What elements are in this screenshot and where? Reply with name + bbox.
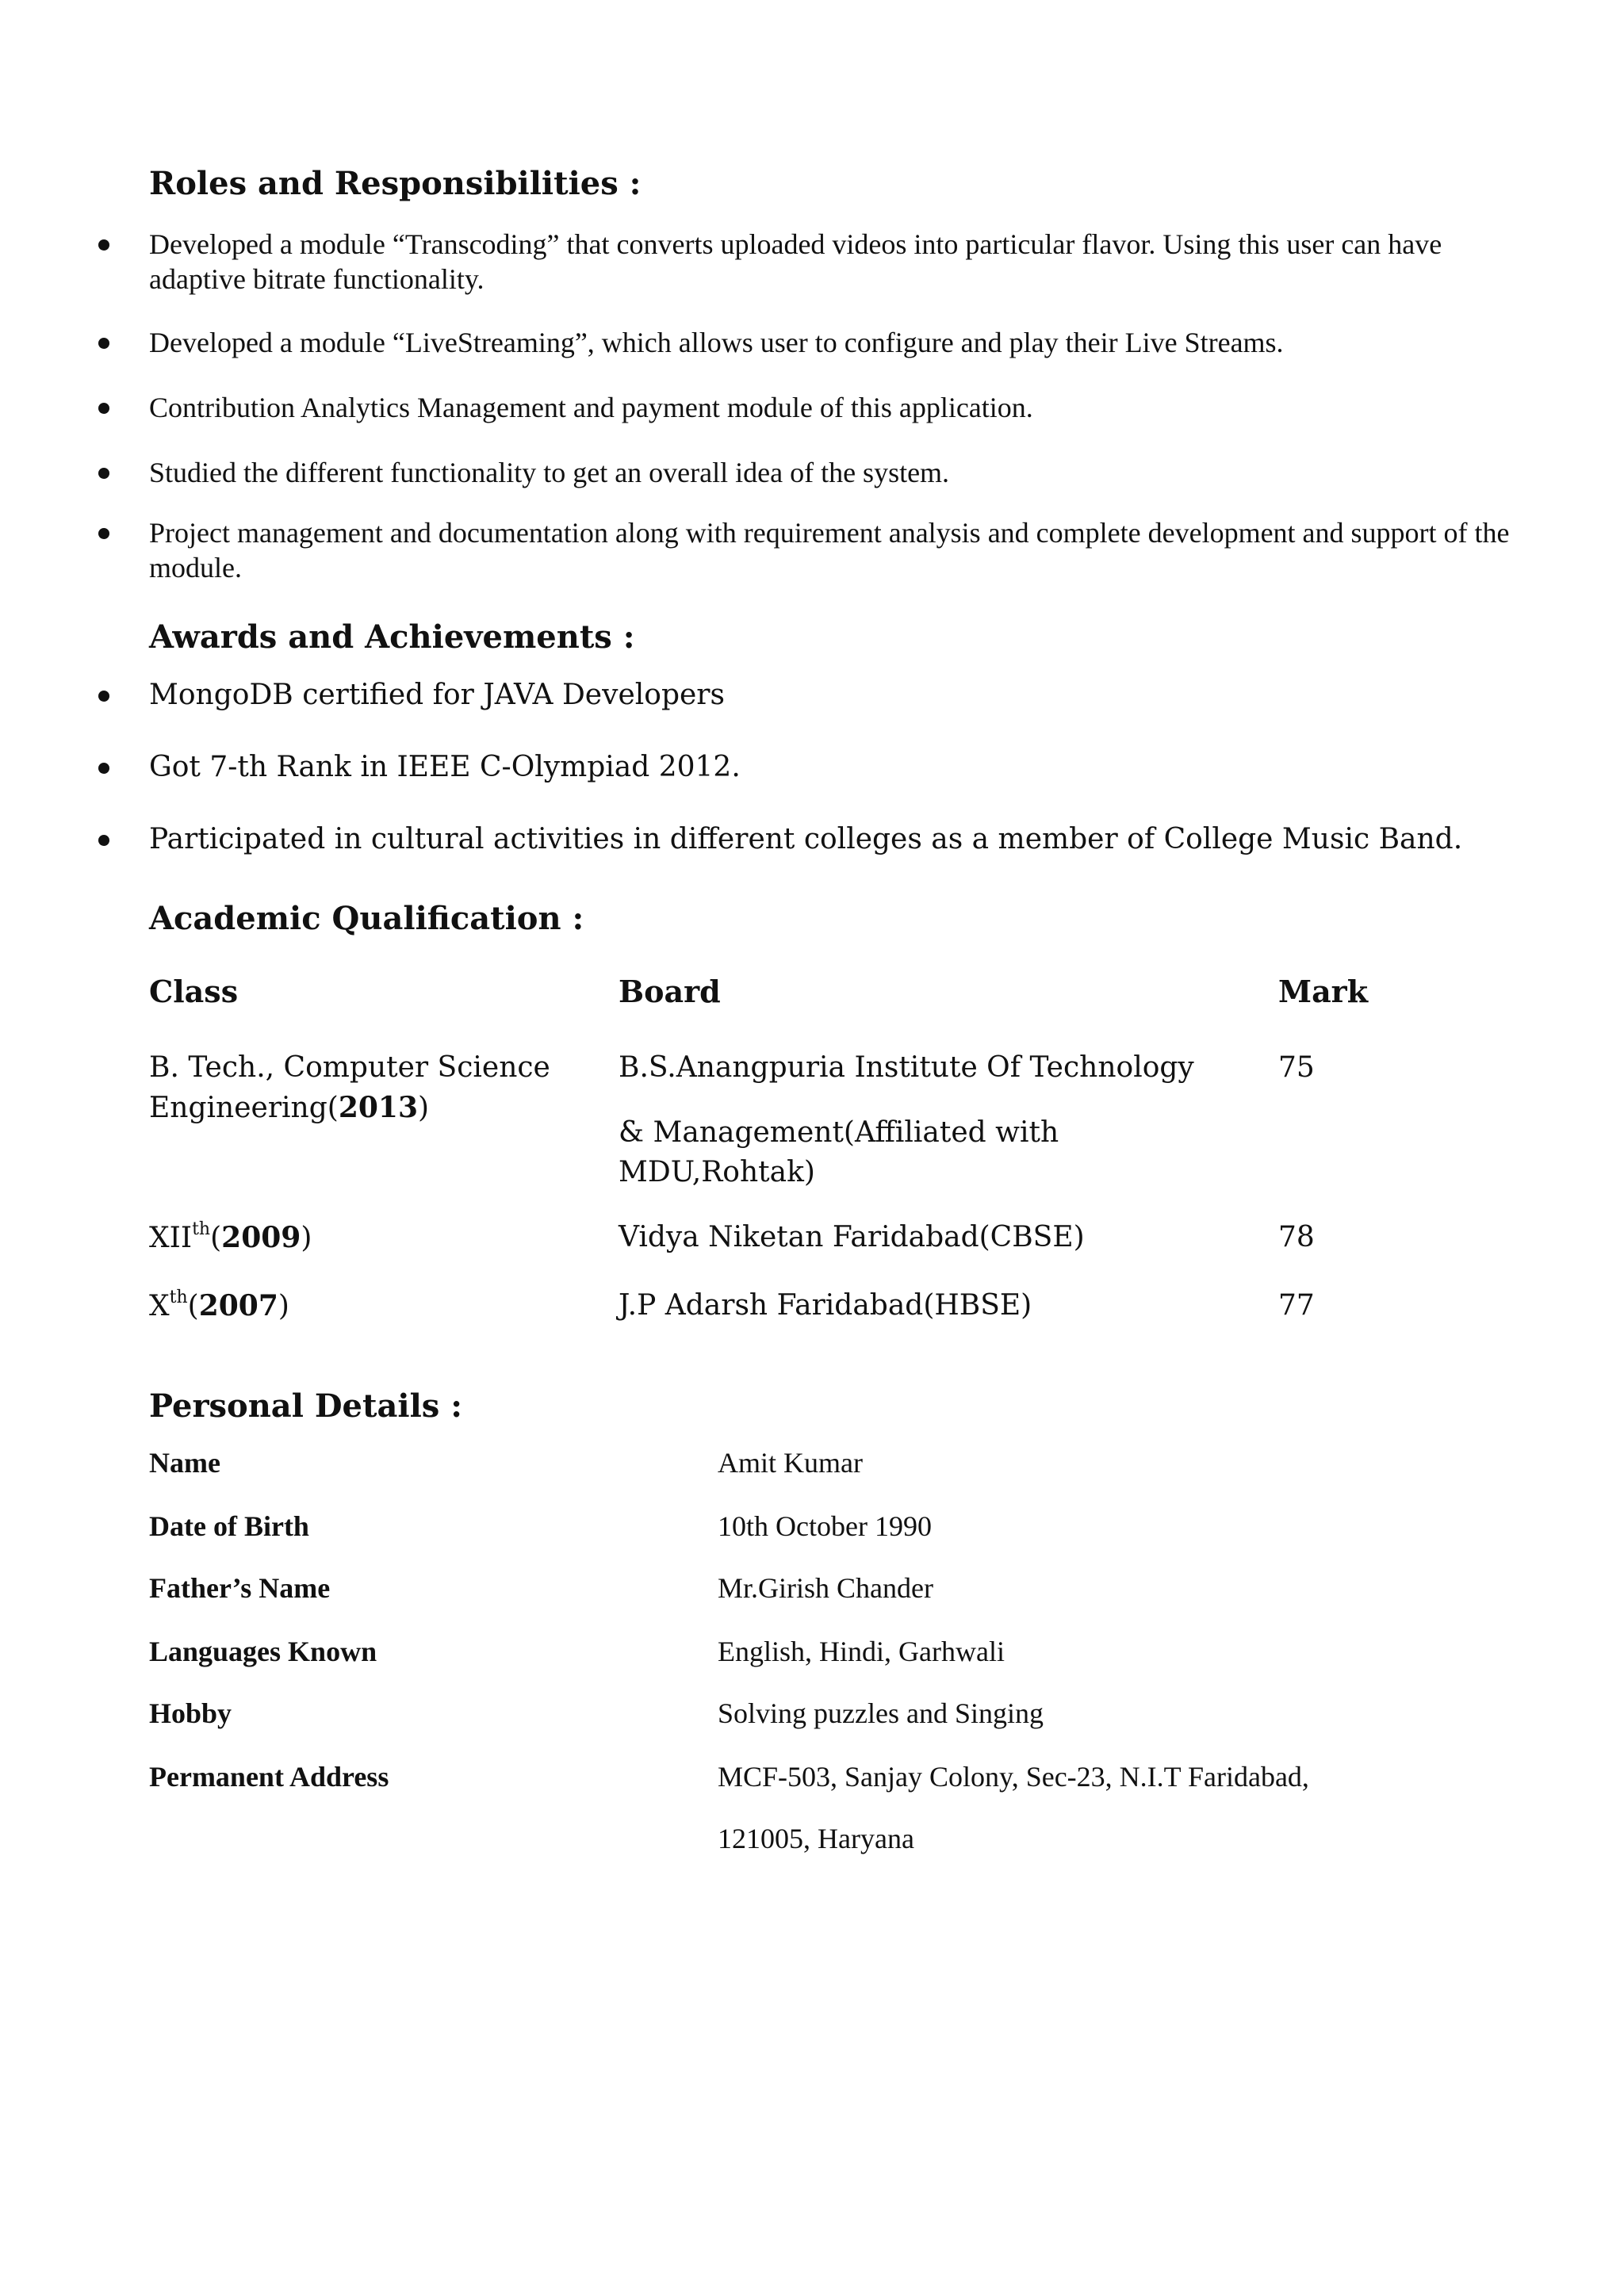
bullet-icon	[98, 239, 109, 251]
bullet-icon	[98, 528, 109, 539]
board-cell: J.P Adarsh Faridabad(HBSE)	[619, 1289, 1032, 1322]
detail-label: Permanent Address	[149, 1761, 389, 1793]
board-cell: Vidya Niketan Faridabad(CBSE)	[619, 1221, 1085, 1253]
list-item: Developed a module “Transcoding” that converts uploaded videos into particular flavor. Using this user can have adaptive bitrate functionality.	[149, 227, 1513, 297]
board-cell: B.S.Anangpuria Institute Of Technology	[619, 1051, 1194, 1084]
list-item: Developed a module “LiveStreaming”, which allows user to configure and play their Live Streams.	[149, 325, 1513, 360]
bullet-icon	[98, 403, 109, 414]
personal-heading: Personal Details :	[149, 1387, 462, 1425]
detail-label: Father’s Name	[149, 1572, 331, 1604]
detail-value: 10th October 1990	[718, 1510, 932, 1542]
column-header-mark: Mark	[1278, 974, 1369, 1009]
class-cell: Xth(2007)	[149, 1288, 289, 1322]
detail-label: Date of Birth	[149, 1510, 309, 1542]
bullet-icon	[98, 763, 109, 774]
mark-cell: 75	[1278, 1051, 1315, 1084]
list-item: Participated in cultural activities in different colleges as a member of College Music Band.	[149, 821, 1513, 858]
bullet-icon	[98, 338, 109, 349]
mark-cell: 77	[1278, 1289, 1315, 1322]
class-cell: XIIth(2009)	[149, 1219, 312, 1254]
column-header-class: Class	[149, 974, 239, 1009]
list-item: Contribution Analytics Management and payment module of this application.	[149, 390, 1513, 425]
bullet-icon	[98, 835, 109, 846]
list-item: Studied the different functionality to get an overall idea of the system.	[149, 455, 1513, 490]
detail-value: Amit Kumar	[718, 1447, 863, 1479]
address-line-2: 121005, Haryana	[718, 1823, 914, 1854]
detail-label: Hobby	[149, 1697, 232, 1729]
class-cell: B. Tech., Computer Science Engineering(2013)	[149, 1051, 550, 1124]
detail-value: Solving puzzles and Singing	[718, 1697, 1044, 1729]
bullet-icon	[98, 468, 109, 479]
detail-label: Name	[149, 1447, 220, 1479]
bullet-icon	[98, 691, 109, 702]
academic-heading: Academic Qualification :	[149, 900, 584, 937]
detail-label: Languages Known	[149, 1636, 377, 1667]
detail-value: Mr.Girish Chander	[718, 1572, 933, 1604]
mark-cell: 78	[1278, 1221, 1315, 1253]
board-cell-continued: & Management(Affiliated with MDU,Rohtak)	[619, 1116, 1059, 1188]
column-header-board: Board	[619, 974, 721, 1009]
list-item: MongoDB certified for JAVA Developers	[149, 677, 1513, 714]
awards-heading: Awards and Achievements :	[149, 618, 635, 656]
detail-value: English, Hindi, Garhwali	[718, 1636, 1005, 1667]
list-item: Project management and documentation along with requirement analysis and complete development and support of the module.	[149, 515, 1513, 585]
detail-value: MCF-503, Sanjay Colony, Sec-23, N.I.T Faridabad,	[718, 1761, 1309, 1793]
list-item: Got 7-th Rank in IEEE C-Olympiad 2012.	[149, 749, 1513, 786]
roles-heading: Roles and Responsibilities :	[149, 165, 642, 202]
